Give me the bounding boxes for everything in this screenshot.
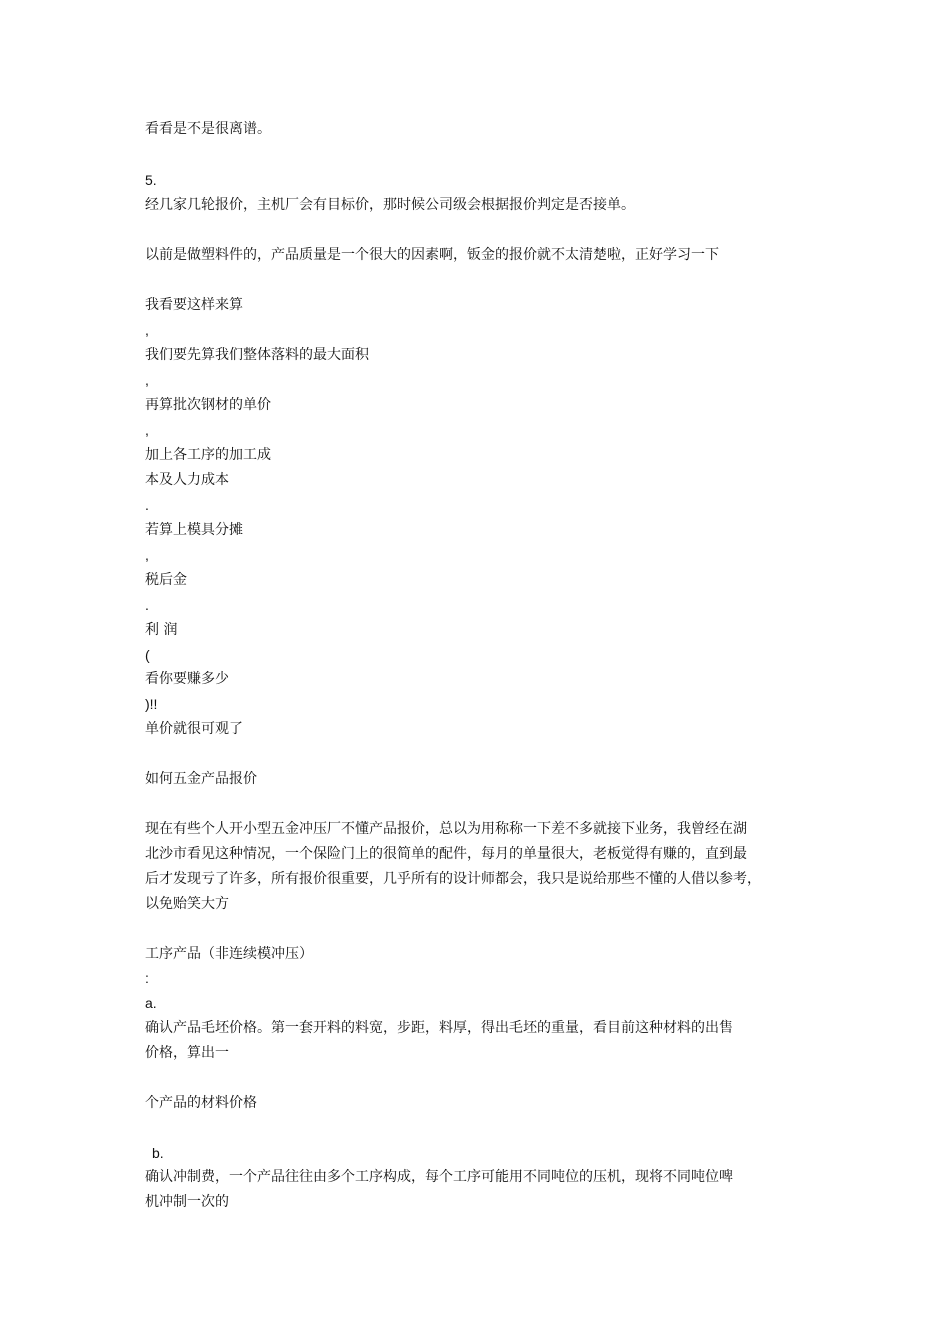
punctuation-line: ( <box>145 647 150 663</box>
text-line: 税后金 <box>145 572 187 588</box>
punctuation-line: )!! <box>145 696 158 712</box>
section-number: 5. <box>145 172 157 188</box>
text-line: 单价就很可观了 <box>145 721 243 737</box>
punctuation-line: . <box>145 597 149 613</box>
text-line: 北沙市看见这种情况，一个保险门上的很简单的配件，每月的单量很大，老板觉得有赚的，直到最 <box>145 846 747 862</box>
text-line: 以前是做塑料件的，产品质量是一个很大的因素啊，钣金的报价就不太清楚啦，正好学习一下 <box>145 247 719 263</box>
text-line: 若算上模具分摊 <box>145 522 243 538</box>
text-line: 后才发现亏了许多，所有报价很重要，几乎所有的设计师都会，我只是说给那些不懂的人借以参考， <box>145 871 761 887</box>
text-line: 经几家几轮报价，主机厂会有目标价，那时候公司级会根据报价判定是否接单。 <box>145 197 635 213</box>
text-line: 看看是不是很离谱。 <box>145 121 271 137</box>
text-line: 看你要赚多少 <box>145 671 229 687</box>
text-line: 加上各工序的加工成 <box>145 447 271 463</box>
punctuation-line: . <box>145 497 149 513</box>
text-line: 确认冲制费，一个产品往往由多个工序构成，每个工序可能用不同吨位的压机，现将不同吨位啤 <box>145 1169 733 1185</box>
text-line: 机冲制一次的 <box>145 1194 229 1210</box>
punctuation-line: : <box>145 970 149 986</box>
punctuation-line: , <box>145 322 149 338</box>
text-line: 个产品的材料价格 <box>145 1095 257 1111</box>
text-line: 利 润 <box>145 622 178 638</box>
punctuation-line: , <box>145 422 149 438</box>
list-marker: a. <box>145 995 157 1011</box>
text-line: 确认产品毛坯价格。第一套开料的料宽，步距，料厚，得出毛坯的重量，看目前这种材料的出售 <box>145 1020 733 1036</box>
text-line: 价格，算出一 <box>145 1045 229 1061</box>
text-line: 本及人力成本 <box>145 472 229 488</box>
text-line: 再算批次钢材的单价 <box>145 397 271 413</box>
section-heading: 如何五金产品报价 <box>145 771 257 787</box>
text-line: 以免贻笑大方 <box>145 896 229 912</box>
text-line: 我们要先算我们整体落料的最大面积 <box>145 347 369 363</box>
text-line: 我看要这样来算 <box>145 297 243 313</box>
section-heading: 工序产品（非连续模冲压） <box>145 946 313 962</box>
punctuation-line: , <box>145 372 149 388</box>
list-marker: b. <box>152 1145 164 1161</box>
text-line: 现在有些个人开小型五金冲压厂不懂产品报价，总以为用称称一下差不多就接下业务，我曾经在湖 <box>145 821 747 837</box>
punctuation-line: , <box>145 547 149 563</box>
